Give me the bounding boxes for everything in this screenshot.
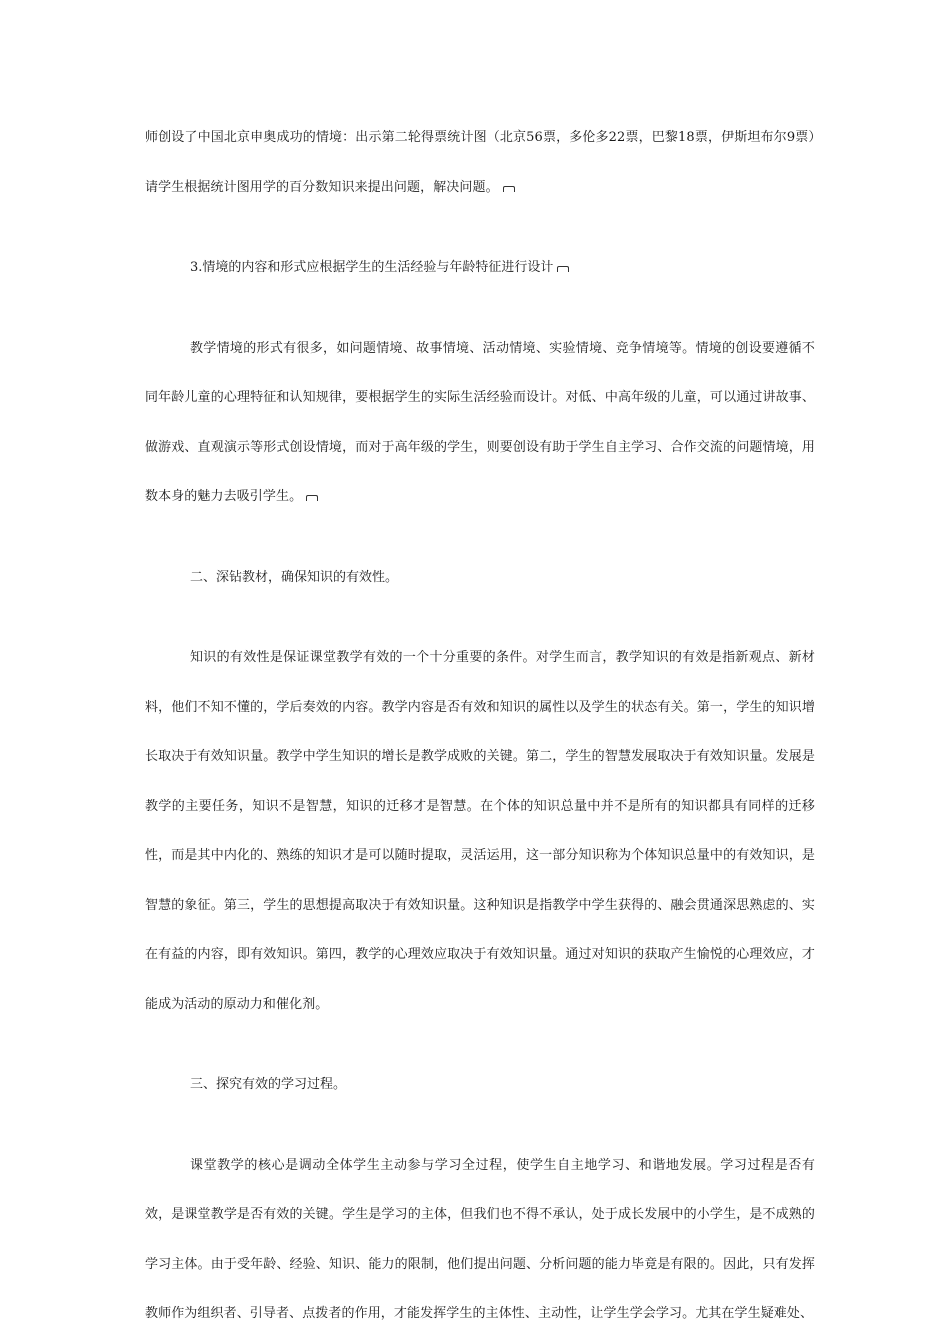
document-body bbox=[145, 113, 815, 1339]
section-heading-text: 二、深钻教材，确保知识的有效性。 bbox=[190, 569, 399, 585]
paragraph-learning-process bbox=[145, 1141, 815, 1339]
paragraph-situation-forms bbox=[145, 324, 815, 522]
spacer bbox=[145, 293, 815, 324]
paragraph-text: 知识的有效性是保证课堂教学有效的一个十分重要的条件。对学生而言，教学知识的有效是指新观点、新材料，他们不知不懂的，学后奏效的内容。教学内容是否有效和知识的属性以及学生的状态有关。第一，学生的知识增长取决于有效知识量。教学中学生知识的增长是教学成败的关键。第二，学生的智慧发展取决于有效知识量。发展是教学的主要任务，知识不是智慧，知识的迁移才是智慧。在个体的知识总量中并不是所有的知识都具有同样的迁移性，而是其中内化的、熟练的知识才是可以随时提取，灵活运用，这一部分知识称为个体知识总量中的有效知识，是智慧的象征。第三，学生的思想提高取决于有效知识量。这种知识是指教学中学生获得的、融会贯通深思熟虑的、实在有益的内容，即有效知识。第四，教学的心理效应取决于有效知识量。通过对知识的获取产生愉悦的心理效应，才能成为活动的原动力和催化剂。 bbox=[145, 650, 815, 1012]
section-heading-three bbox=[145, 1060, 815, 1110]
spacer bbox=[145, 522, 815, 553]
paragraph-text: 课堂教学的核心是调动全体学生主动参与学习全过程，使学生自主地学习、和谐地发展。学习过程是否有效，是课堂教学是否有效的关键。学生是学习的主体，但我们也不得不承认，处于成长发展中的小学生，是不成熟的学习主体。由于受年龄、经验、知识、能力的限制，他们提出问题、分析问题的能力毕竟是有限的。因此，只有发挥教师作为组织者、引导者、点拨者的作用，才能发挥学生的主体性、主动性，让学生学会学习。尤其在学生疑难处、 bbox=[145, 1157, 815, 1321]
subheading-text: 3.情境的内容和形式应根据学生的生活经验与年龄特征进行设计 bbox=[190, 260, 554, 275]
spacer bbox=[145, 1029, 815, 1060]
paragraph-continuation bbox=[145, 113, 815, 212]
paragraph-knowledge-effectiveness bbox=[145, 633, 815, 1029]
spacer bbox=[145, 602, 815, 633]
paragraph-mark-icon bbox=[503, 186, 515, 192]
spacer bbox=[145, 1110, 815, 1141]
paragraph-text: 教学情境的形式有很多，如问题情境、故事情境、活动情境、实验情境、竞争情境等。情境的创设要遵循不同年龄儿童的心理特征和认知规律，要根据学生的实际生活经验而设计。对低、中高年级的儿童，可以通过讲故事、做游戏、直观演示等形式创设情境，而对于高年级的学生，则要创设有助于学生自主学习、合作交流的问题情境，用数本身的魅力去吸引学生。 bbox=[145, 340, 815, 504]
paragraph-text: 师创设了中国北京申奥成功的情境：出示第二轮得票统计图（北京56票，多伦多22票，巴黎18票，伊斯坦布尔9票）请学生根据统计图用学的百分数知识来提出问题，解决问题。 bbox=[145, 130, 815, 195]
section-heading-text: 三、探究有效的学习过程。 bbox=[190, 1077, 347, 1092]
spacer bbox=[145, 212, 815, 243]
section-heading-two bbox=[145, 553, 815, 603]
subheading-3 bbox=[145, 243, 815, 293]
paragraph-mark-icon bbox=[557, 266, 569, 272]
paragraph-mark-icon bbox=[306, 495, 318, 501]
